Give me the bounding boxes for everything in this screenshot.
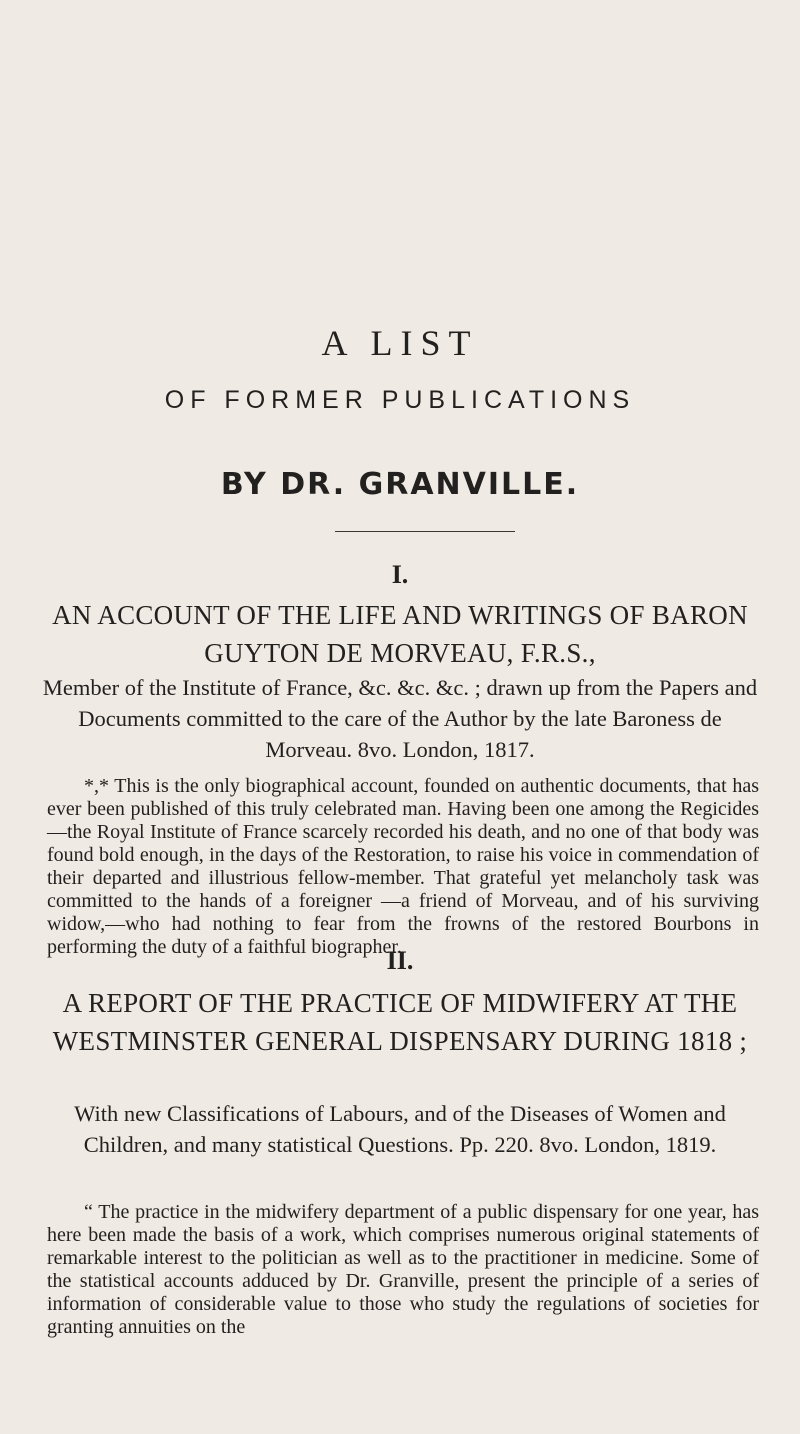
entry-subtitle: Member of the Institute of France, &c. &c. &c. ; drawn up from the Papers and Documents committed to the care of the Author by the late Baroness de Morveau. 8vo. London, 1817. <box>42 675 758 762</box>
header-author: BY DR. GRANVILLE. <box>220 467 580 502</box>
entry-title: AN ACCOUNT OF THE LIFE AND WRITINGS OF BARON GUYTON DE MORVEAU, F.R.S., <box>52 600 748 668</box>
header-divider <box>335 531 515 532</box>
entry-note: *,* This is the only biographical account, founded on authentic documents, that has ever been published of this truly celebrated man. Having been one among the Regicides—the Royal Institute of France scarcely recorded his death, and no one of that body was found bold enough, in the days of the Restoration, to raise his voice in commendation of their departed and illustrious fellow-member. That grateful yet melancholy task was committed to the hands of a foreigner —a friend of Morveau, and of his surviving widow,—who had nothing to fear from the frowns of the restored Bourbons in performing the duty of a faithful biographer. <box>47 775 759 958</box>
header-subtitle: OF FORMER PUBLICATIONS <box>164 386 636 414</box>
header-title: A LIST <box>321 323 479 363</box>
entry-note: “ The practice in the midwifery department of a public dispensary for one year, has here been made the basis of a work, which comprises numerous original statements of remarkable interest to the politician as well as to the practitioner in medicine. Some of the statistical accounts adduced by Dr. Granville, present the principle of a series of information of considerable value to those who study the regulations of societies for granting annuities on the <box>47 1201 759 1338</box>
entry-subtitle: With new Classifications of Labours, and of the Diseases of Women and Children, and many statistical Questions. Pp. 220. 8vo. London, 1819. <box>74 1101 726 1157</box>
entry-title: A REPORT OF THE PRACTICE OF MIDWIFERY AT THE WESTMINSTER GENERAL DISPENSARY DURING 1818 ; <box>52 988 748 1056</box>
entry-number: II. <box>386 946 414 975</box>
entry-number: I. <box>391 560 409 589</box>
